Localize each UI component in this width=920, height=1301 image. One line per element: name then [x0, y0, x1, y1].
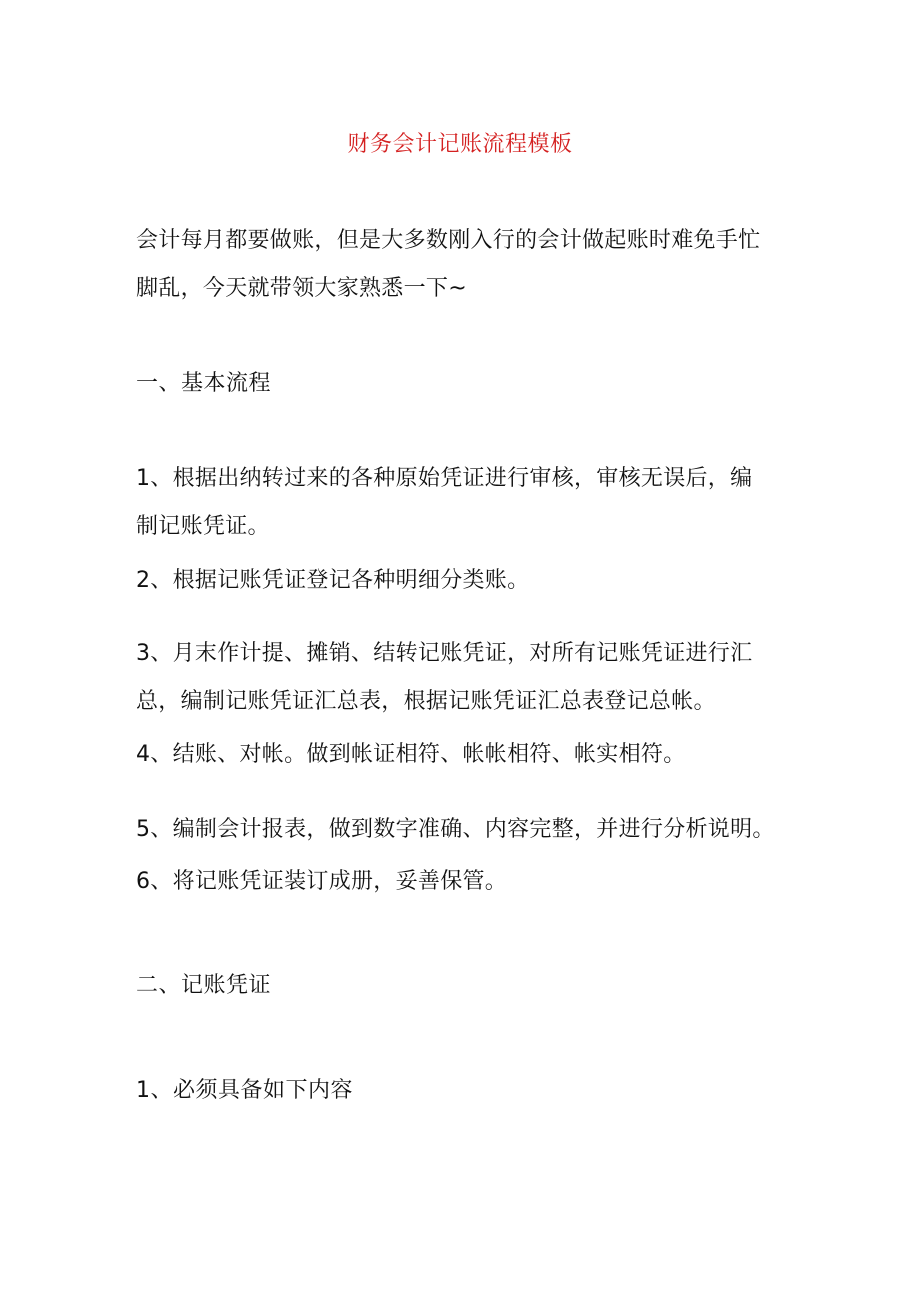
item-2-line-1: 2、根据记账凭证登记各种明细分类账。 — [136, 568, 530, 593]
section-1-heading: 一、基本流程 — [136, 371, 272, 396]
list-item — [136, 731, 816, 779]
item-4-line-1: 4、结账、对帐。做到帐证相符、帐帐相符、帐实相符。 — [136, 742, 686, 767]
list-item — [136, 806, 816, 854]
item-6-line-1: 6、将记账凭证装订成册，妥善保管。 — [136, 869, 508, 894]
list-item — [136, 455, 816, 551]
item-3-line-1: 3、月末作计提、摊销、结转记账凭证，对所有记账凭证进行汇 — [136, 641, 753, 666]
item-3-line-2: 总，编制记账凭证汇总表，根据记账凭证汇总表登记总帐。 — [136, 689, 716, 714]
item-1-line-1: 1、根据出纳转过来的各种原始凭证进行审核，审核无误后，编 — [136, 466, 753, 491]
intro-paragraph — [136, 217, 816, 313]
item-1-line-2: 制记账凭证。 — [136, 514, 270, 539]
intro-line-2: 脚乱，今天就带领大家熟悉一下~ — [136, 276, 467, 301]
list-item — [136, 858, 816, 906]
document-title: 财务会计记账流程模板 — [347, 132, 573, 157]
item-5-line-1: 5、编制会计报表，做到数字准确、内容完整，并进行分析说明。 — [136, 817, 775, 842]
section-2-sub-1: 1、必须具备如下内容 — [136, 1078, 353, 1103]
intro-line-1: 会计每月都要做账，但是大多数刚入行的会计做起账时难免手忙 — [136, 228, 761, 253]
list-item — [136, 557, 816, 605]
section-2-heading: 二、记账凭证 — [136, 973, 272, 998]
list-item — [136, 630, 816, 726]
